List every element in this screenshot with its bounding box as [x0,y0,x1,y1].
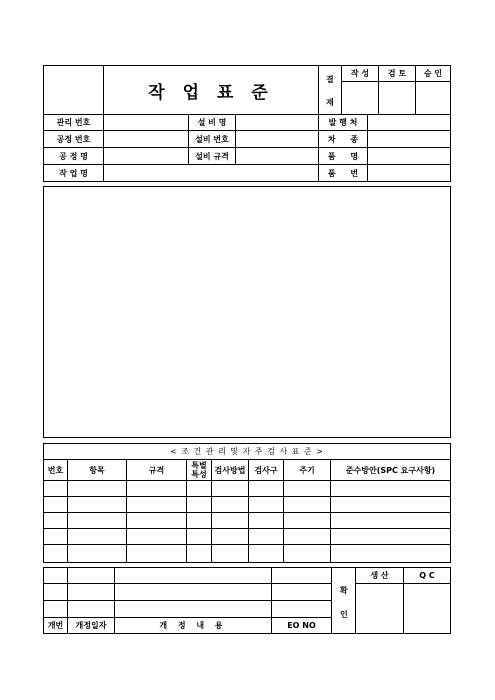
revision-cell[interactable] [271,583,332,601]
field-vehicle-type[interactable] [367,130,451,148]
condition-cell[interactable] [126,496,187,513]
label-vehicle-type-text: 차 종 [327,134,359,144]
field-part-no[interactable] [367,164,451,182]
revision-cell[interactable] [114,583,272,601]
condition-cell[interactable] [67,480,127,497]
conditions-title-text: < 조 건 관 리 및 자 주 검 사 표 준 > [170,447,324,456]
field-equipment-spec[interactable] [235,147,319,165]
label-process-no: 공정 번호 [43,130,104,148]
revision-cell[interactable] [43,583,68,601]
condition-cell[interactable] [330,544,451,563]
condition-cell[interactable] [43,496,68,513]
field-task-name[interactable] [103,164,319,182]
confirm-sign-qc[interactable] [403,583,451,634]
confirm-col-production: 생 산 [355,567,404,584]
confirm-label-top: 확 [340,586,348,595]
revision-cell[interactable] [43,567,68,584]
condition-cell[interactable] [67,496,127,513]
label-product-name-text: 품 명 [327,151,359,161]
cond-col-gauge: 검사구 [248,459,284,481]
revision-cell[interactable] [43,600,68,618]
revision-cell[interactable] [67,583,115,601]
condition-cell[interactable] [43,512,68,529]
label-equipment-name: 설 비 명 [188,114,236,131]
condition-cell[interactable] [283,528,331,545]
condition-cell[interactable] [248,528,284,545]
condition-cell[interactable] [330,496,451,513]
revision-cell[interactable] [67,567,115,584]
revision-cell[interactable] [114,567,272,584]
condition-cell[interactable] [126,480,187,497]
revision-cell[interactable] [67,600,115,618]
field-issuer[interactable] [367,114,451,131]
rev-col-eo: EO NO [271,617,332,634]
condition-cell[interactable] [283,512,331,529]
condition-cell[interactable] [67,512,127,529]
condition-cell[interactable] [283,544,331,563]
condition-cell[interactable] [186,528,212,545]
revision-cell[interactable] [114,600,272,618]
approval-sign-approve[interactable] [415,81,451,115]
cond-col-item: 항목 [67,459,127,481]
condition-cell[interactable] [67,544,127,563]
rev-col-date: 개정일자 [67,617,115,634]
approval-sign-author[interactable] [341,81,379,115]
revision-cell[interactable] [271,600,332,618]
condition-cell[interactable] [186,496,212,513]
cond-col-no: 번호 [43,459,68,481]
approval-label-bottom: 재 [326,98,334,107]
cond-col-cycle: 주기 [283,459,331,481]
condition-cell[interactable] [186,480,212,497]
approval-sign-review[interactable] [378,81,416,115]
condition-cell[interactable] [43,528,68,545]
approval-label-top: 결 [326,75,334,84]
confirm-label-cell [331,567,356,634]
condition-cell[interactable] [211,528,249,545]
condition-cell[interactable] [330,528,451,545]
field-process-name[interactable] [103,147,189,165]
condition-cell[interactable] [283,480,331,497]
approval-col-review: 검 토 [378,65,416,82]
cond-col-spec: 규격 [126,459,187,481]
condition-cell[interactable] [186,512,212,529]
label-task-name: 작 업 명 [43,164,104,182]
condition-cell[interactable] [248,496,284,513]
revision-cell[interactable] [271,567,332,584]
label-vehicle-type [318,130,368,148]
cond-col-special-text: 특별특성 [191,461,207,479]
label-part-no-text: 품 번 [327,168,359,178]
label-equipment-no: 설비 번호 [188,130,236,148]
approval-col-approve: 승 인 [415,65,451,82]
label-part-no [318,164,368,182]
condition-cell[interactable] [67,528,127,545]
cond-col-compliance: 준수방안(SPC 요구사항) [330,459,451,481]
condition-cell[interactable] [330,512,451,529]
field-equipment-no[interactable] [235,130,319,148]
rev-col-content-text: 개 정 내 용 [159,621,227,630]
label-management-no: 관리 번호 [43,114,104,131]
condition-cell[interactable] [126,512,187,529]
condition-cell[interactable] [126,544,187,563]
condition-cell[interactable] [248,544,284,563]
condition-cell[interactable] [211,480,249,497]
work-content-area[interactable] [43,186,451,438]
field-equipment-name[interactable] [235,114,319,131]
approval-col-author: 작 성 [341,65,379,82]
condition-cell[interactable] [283,496,331,513]
condition-cell[interactable] [330,480,451,497]
field-product-name[interactable] [367,147,451,165]
approval-label-cell [318,65,342,115]
rev-col-content [114,617,272,634]
condition-cell[interactable] [211,496,249,513]
label-issuer: 발 행 처 [318,114,368,131]
confirm-label-bottom: 인 [340,610,348,619]
cond-col-special [186,459,212,481]
condition-cell[interactable] [43,480,68,497]
condition-cell[interactable] [43,544,68,563]
page-title: 작 업 표 준 [103,65,319,115]
field-management-no[interactable] [103,114,189,131]
condition-cell[interactable] [248,480,284,497]
conditions-title [43,443,451,460]
condition-cell[interactable] [186,544,212,563]
field-process-no[interactable] [103,130,189,148]
condition-cell[interactable] [211,512,249,529]
label-product-name [318,147,368,165]
confirm-sign-production[interactable] [355,583,404,634]
label-process-name: 공 정 명 [43,147,104,165]
condition-cell[interactable] [211,544,249,563]
header-logo-box [43,65,104,115]
condition-cell[interactable] [126,528,187,545]
condition-cell[interactable] [248,512,284,529]
confirm-col-qc: Q C [403,567,451,584]
rev-col-no: 개번 [43,617,68,634]
label-equipment-spec: 설비 규격 [188,147,236,165]
cond-col-method: 검사방법 [211,459,249,481]
